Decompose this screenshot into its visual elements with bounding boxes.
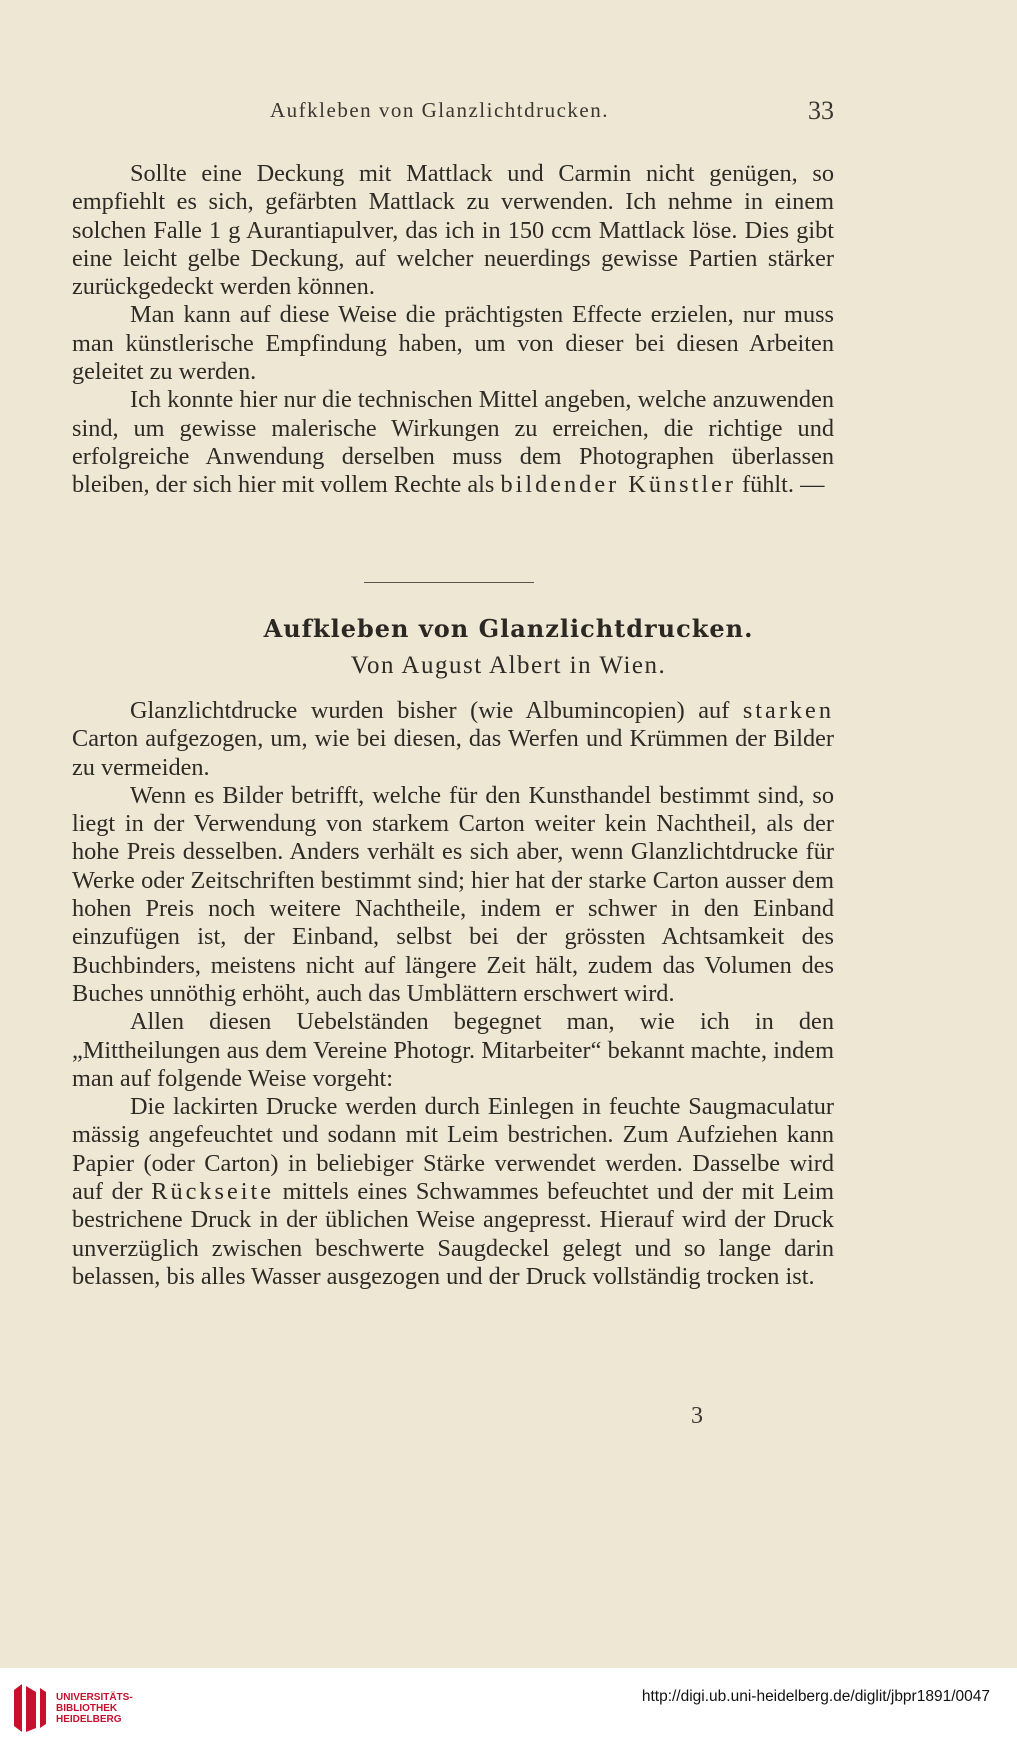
paragraph	[72, 386, 834, 499]
paragraph: Sollte eine Deckung mit Mattlack und Carmin nicht genügen, so empfiehlt es sich, gefärbten Mattlack zu verwenden. Ich nehme in einem solchen Falle 1 g Aurantiapulver, das ich in 150 ccm Mattlack löse. Dies gibt eine leicht gelbe Deckung, auf welcher neuerdings gewisse Partien stärker zurückgedeckt werden können.	[72, 160, 834, 301]
article-title: Aufkleben von Glanzlichtdrucken.	[263, 614, 754, 643]
paragraph-text: mittels eines Schwammes befeuchtet und der mit Leim bestrichene Druck in der üblichen Weise angepresst. Hierauf wird der Druck unverzüglich zwischen beschwerte Saugdeckel gelegt und so lange darin belassen, bis alles Wasser ausgezogen und der Druck vollständig trocken ist.	[72, 1178, 834, 1290]
emphasized-text: Rückseite	[151, 1178, 275, 1206]
logo-line: HEIDELBERG	[56, 1713, 122, 1725]
paragraph-text: Die lackirten Drucke werden durch Einlegen in feuchte Saugmaculatur mässig angefeuchtet und sodann mit Leim bestrichen. Zum Aufziehen kann Papier (oder Carton) in beliebiger Stärke verwendet werden. Dasselbe wird auf der	[72, 1093, 834, 1206]
signature-mark: 3	[691, 1403, 703, 1429]
library-logo[interactable]	[10, 1682, 133, 1734]
paragraph-text: Carton aufgezogen, um, wie bei diesen, das Werfen und Krümmen der Bilder zu vermeiden.	[72, 725, 834, 781]
paragraph: Wenn es Bilder betrifft, welche für den Kunsthandel bestimmt sind, so liegt in der Verwendung von starkem Carton weiter kein Nachtheil, als der hohe Preis desselben. Anders verhält es sich aber, wenn Glanzlichtdrucke für Werke oder Zeitschriften bestimmt sind; hier hat der starke Carton ausser dem hohen Preis noch weitere Nachtheile, indem er schwer in den Einband einzufügen ist, der Einband, selbst bei der grössten Achtsamkeit des Buchbinders, meistens nicht auf längere Zeit hält, zudem das Volumen des Buches unnöthig erhöht, auch das Umblättern erschwert wird.	[72, 781, 834, 1007]
paragraph	[72, 1093, 834, 1291]
library-logo-text	[56, 1692, 133, 1725]
article-text	[72, 697, 834, 1291]
library-emblem-icon	[10, 1682, 48, 1734]
page-number: 33	[808, 96, 834, 125]
emphasized-text: starken	[742, 697, 834, 724]
paragraph: Man kann auf diese Weise die prächtigsten Effecte erzielen, nur muss man künstlerische Empfindung haben, um von dieser bei diesen Arbeiten geleitet zu werden.	[72, 301, 834, 386]
section-divider	[364, 582, 534, 583]
emphasized-text: bildender Künstler	[500, 471, 736, 499]
paragraph-text: Ich konnte hier nur die technischen Mittel angeben, welche anzuwenden sind, um gewisse malerische Wirkungen zu erreichen, die richtige und erfolgreiche Anwendung derselben muss dem Photographen überlassen bleiben, der sich hier mit vollem Rechte als	[72, 386, 834, 499]
logo-line: UNIVERSITÄTS-	[56, 1691, 133, 1703]
footer-bar	[0, 1668, 1017, 1742]
paragraph-text: fühlt. —	[742, 471, 825, 499]
paragraph	[72, 697, 834, 782]
paragraph-text: Glanzlichtdrucke wurden bisher (wie Albumincopien) auf	[130, 697, 730, 724]
previous-article-text	[72, 160, 834, 500]
source-url-link[interactable]: http://digi.ub.uni-heidelberg.de/diglit/jbpr1891/0047	[641, 1688, 990, 1705]
paragraph: Allen diesen Uebelständen begegnet man, wie ich in den „Mittheilungen aus dem Vereine Photogr. Mitarbeiter“ bekannt machte, indem man auf folgende Weise vorgeht:	[72, 1008, 834, 1092]
article-byline: Von August Albert in Wien.	[350, 652, 667, 679]
running-head: Aufkleben von Glanzlichtdrucken.	[270, 98, 609, 122]
logo-line: BIBLIOTHEK	[56, 1702, 118, 1714]
